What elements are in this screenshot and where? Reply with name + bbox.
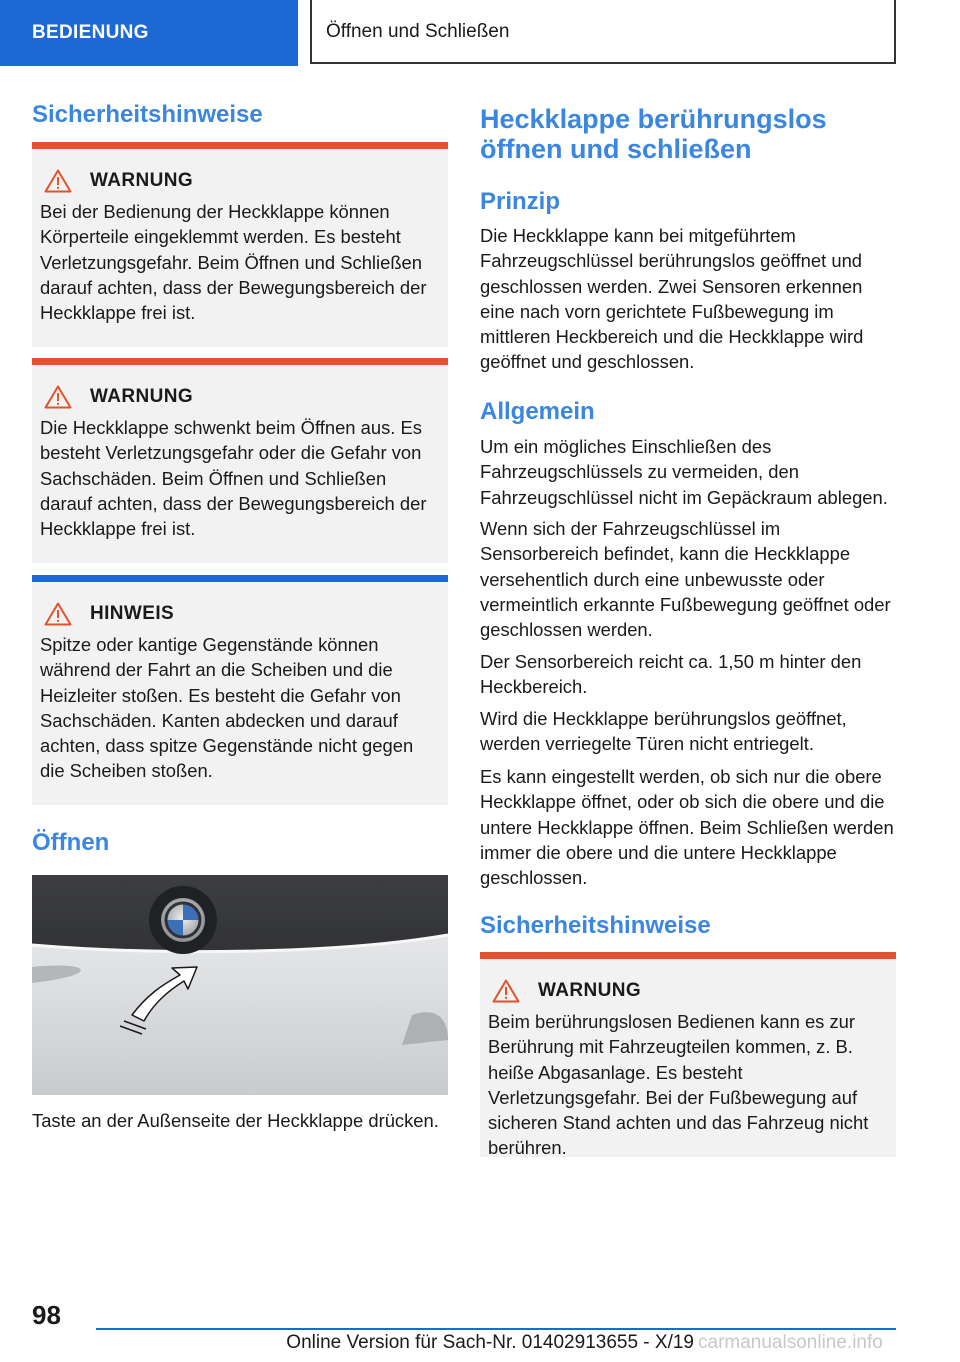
- warning-text: Bei der Bedienung der Heckklappe können Körperteile eingeklemmt werden. Es besteht Verletzungsgefahr. Beim Öffnen und Schließen darauf achten, dass der Bewegungsbereich der Heckklappe frei ist.: [40, 201, 427, 324]
- note-label: HINWEIS: [90, 603, 175, 624]
- principle-text: Die Heckklappe kann bei mitgeführtem Fahrzeugschlüssel berührungslos geöffnet und geschlossen werden. Zwei Sensoren erkennen eine nach vorn gerichtete Fußbewegung im mittleren Heckbereich und die Heckklappe wird geöffnet und geschlossen.: [480, 225, 864, 373]
- general-heading: Allgemein: [480, 398, 595, 425]
- warning-label: WARNUNG: [538, 980, 642, 1001]
- main-heading: Heckklappe berührungslos öffnen und schließen: [480, 104, 827, 164]
- warning-box-1: [32, 142, 448, 347]
- warning-text: Beim berührungslosen Bedienen kann es zur Berührung mit Fahrzeugteilen kommen, z. B. heiße Abgasanlage. Es besteht Verletzungsgefahr. Bei der Fußbewegung auf sicheren Stand achten und das Fahrzeug nicht berühren.: [488, 1011, 869, 1159]
- warning-triangle-icon: [44, 385, 72, 409]
- watermark-text: carmanualsonline.info: [698, 1332, 883, 1353]
- general-paragraph-5: Es kann eingestellt werden, ob sich nur die obere Heckklappe öffnet, oder ob sich die obere und die untere Heckklappe öffnen. Beim Schließen werden immer die obere und die untere Heckklappe geschlossen.: [480, 766, 894, 889]
- warning-box-3: [480, 952, 896, 1157]
- section-tab: BEDIENUNG: [0, 0, 298, 66]
- footer-rule: [96, 1328, 896, 1330]
- open-heading: Öffnen: [32, 829, 110, 856]
- page-number: 98: [32, 1300, 61, 1330]
- page-header: [0, 0, 960, 66]
- tailgate-button-photo: [32, 875, 448, 1095]
- warning-triangle-icon: [44, 602, 72, 626]
- warning-text: Die Heckklappe schwenkt beim Öffnen aus. Es besteht Verletzungsgefahr oder die Gefahr von Sachschäden. Beim Öffnen und Schließen darauf achten, dass der Bewegungsbereich der Heckklappe frei ist.: [40, 417, 427, 540]
- general-paragraph-2: Wenn sich der Fahrzeugschlüssel im Sensorbereich befindet, kann die Heckklappe versehentlich durch eine unbewusste oder vermeintlich erkannte Fußbewegung geöffnet oder geschlossen werden.: [480, 518, 891, 641]
- general-paragraph-4: Wird die Heckklappe berührungslos geöffnet, werden verriegelte Türen nicht entriegelt.: [480, 708, 847, 755]
- general-paragraph-3: Der Sensorbereich reicht ca. 1,50 m hinter den Heckbereich.: [480, 651, 862, 698]
- note-text: Spitze oder kantige Gegenstände können während der Fahrt an die Scheiben und die Heizleiter stoßen. Es besteht die Gefahr von Sachschäden. Kanten abdecken und darauf achten, dass spitze Gegenstände nicht gegen die Scheiben stoßen.: [40, 634, 414, 782]
- warning-box-2: [32, 358, 448, 563]
- chapter-title: Öffnen und Schließen: [310, 0, 896, 64]
- photo-caption: Taste an der Außenseite der Heckklappe drücken.: [32, 1110, 439, 1131]
- warning-label: WARNUNG: [90, 386, 194, 407]
- warning-triangle-icon: [492, 979, 520, 1003]
- principle-heading: Prinzip: [480, 188, 561, 215]
- note-box: [32, 575, 448, 805]
- warning-label: WARNUNG: [90, 170, 194, 191]
- general-paragraph-1: Um ein mögliches Einschließen des Fahrzeugschlüssels zu vermeiden, den Fahrzeugschlüssel nicht im Gepäckraum ablegen.: [480, 436, 888, 508]
- warning-triangle-icon: [44, 169, 72, 193]
- safety-heading-left: Sicherheitshinweise: [32, 101, 263, 128]
- safety-heading-right: Sicherheitshinweise: [480, 912, 711, 939]
- online-version-text: Online Version für Sach-Nr. 01402913655 - X/19: [286, 1332, 694, 1353]
- tailgate-photo-illustration: [32, 875, 448, 1095]
